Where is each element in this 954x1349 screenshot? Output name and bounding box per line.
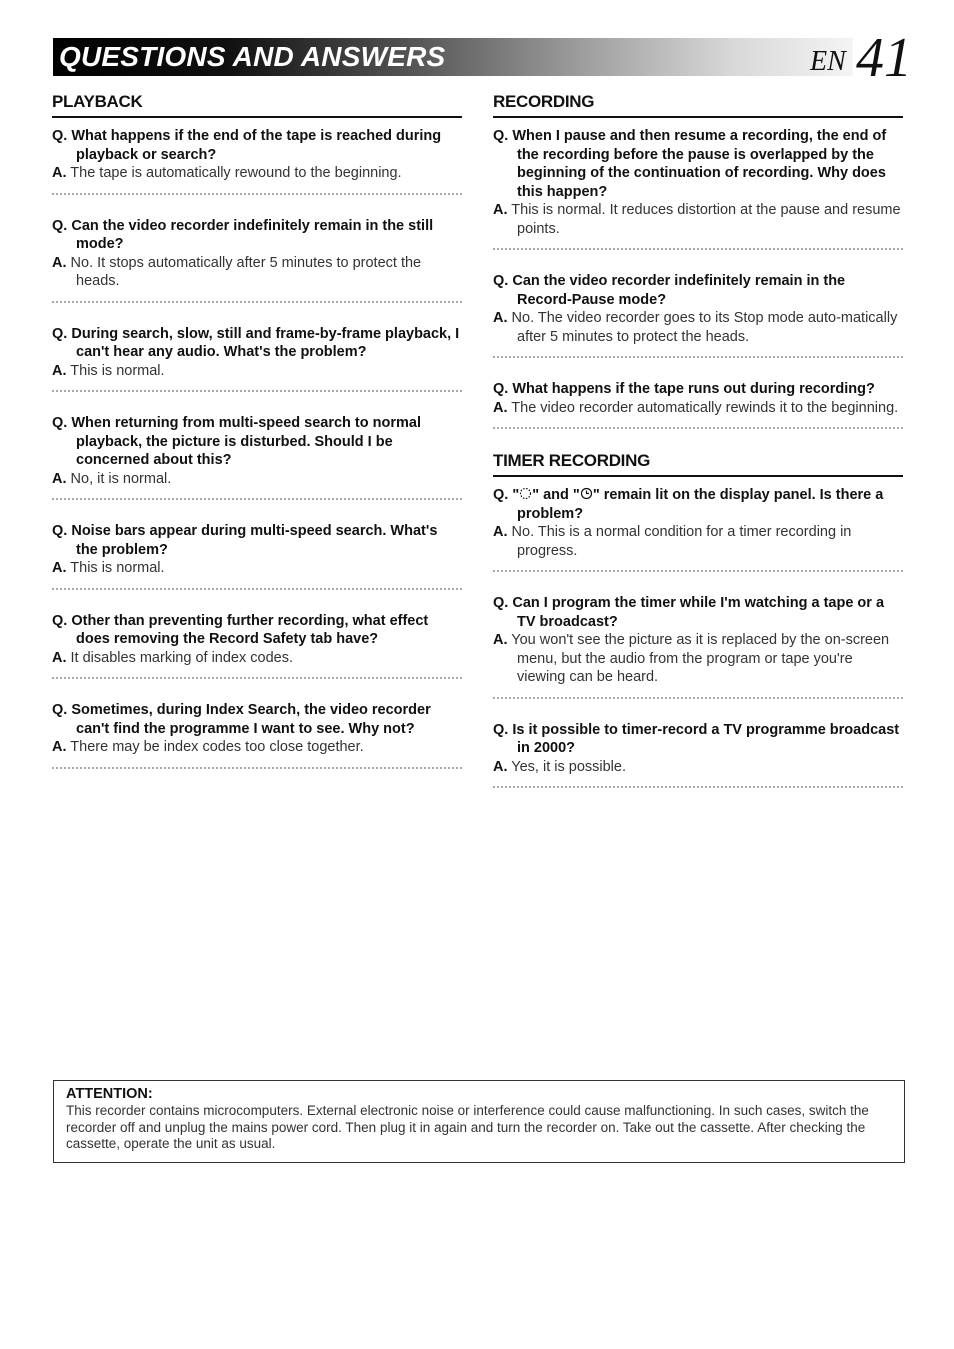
dotted-divider	[493, 417, 903, 429]
question: Q. Can the video recorder indefinitely remain in the Record-Pause mode?	[493, 273, 846, 308]
question: Q. When returning from multi-speed search to normal playback, the picture is disturbed. Should I be concerned about this?	[52, 415, 421, 468]
dotted-divider	[52, 757, 462, 769]
qa-item	[493, 594, 903, 699]
qa-item	[52, 522, 462, 590]
right-column	[493, 92, 903, 810]
dotted-divider	[493, 238, 903, 250]
answer: A. This is normal. It reduces distortion at the pause and resume points.	[493, 202, 901, 237]
question: Q. " " and " " remain lit on the display panel. Is there a problem?	[493, 487, 884, 522]
qa-item	[493, 486, 903, 572]
language-code: EN	[810, 46, 846, 77]
dotted-divider	[52, 578, 462, 590]
qa-item	[493, 380, 903, 429]
dotted-divider	[52, 667, 462, 679]
dotted-divider	[52, 291, 462, 303]
question: Q. What happens if the tape runs out during recording?	[493, 381, 875, 397]
dotted-divider	[493, 776, 903, 788]
qa-item	[52, 217, 462, 303]
dotted-divider	[52, 488, 462, 500]
question: Q. When I pause and then resume a recording, the end of the recording before the pause is overlapped by the beginning of the continuation of recording. Why does this happen?	[493, 128, 887, 200]
attention-box	[53, 1080, 905, 1163]
answer: A. No. This is a normal condition for a timer recording in progress.	[493, 524, 852, 559]
dotted-divider	[52, 380, 462, 392]
question: Q. Can I program the timer while I'm watching a tape or a TV broadcast?	[493, 595, 885, 630]
page-number: 41	[856, 27, 912, 89]
qa-item	[493, 721, 903, 789]
question: Q. Other than preventing further recording, what effect does removing the Record Safety tab have?	[52, 612, 429, 647]
answer: A. No. It stops automatically after 5 minutes to protect the heads.	[52, 254, 422, 289]
answer: A. It disables marking of index codes.	[52, 649, 293, 666]
qa-item	[52, 325, 462, 393]
page-title: QUESTIONS AND ANSWERS	[59, 41, 446, 72]
section-title-playback: PLAYBACK	[52, 92, 462, 118]
dotted-divider	[493, 346, 903, 358]
qa-item	[493, 127, 903, 250]
question: Q. Is it possible to timer-record a TV programme broadcast in 2000?	[493, 721, 900, 756]
recording-section	[493, 92, 903, 429]
timer-clock-icon	[580, 487, 593, 500]
answer: A. Yes, it is possible.	[493, 758, 626, 775]
dotted-divider	[493, 560, 903, 572]
answer: A. This is normal.	[52, 560, 165, 576]
qa-item	[52, 414, 462, 500]
broadcast-indicator-icon	[519, 487, 532, 500]
attention-text: This recorder contains microcomputers. External electronic noise or interference could cause malfunctioning. In such cases, switch the recorder off and unplug the mains power cord. Then plug it in again and turn the recorder on. Take out the cassette. After checking the cassette, operate the unit as usual.	[66, 1103, 869, 1151]
dotted-divider	[52, 183, 462, 195]
dotted-divider	[493, 687, 903, 699]
answer: A. The video recorder automatically rewinds it to the beginning.	[493, 399, 899, 416]
answer: A. There may be index codes too close together.	[52, 739, 364, 755]
page-header	[53, 27, 913, 89]
answer: A. The tape is automatically rewound to the beginning.	[52, 165, 402, 181]
playback-section	[52, 92, 462, 769]
section-title-timer-recording: TIMER RECORDING	[493, 451, 903, 477]
question: Q. Noise bars appear during multi-speed search. What's the problem?	[52, 523, 438, 558]
attention-title: ATTENTION:	[66, 1086, 153, 1102]
question: Q. During search, slow, still and frame-by-frame playback, I can't hear any audio. What's the problem?	[52, 325, 460, 360]
left-column	[52, 92, 462, 791]
header-bar	[53, 38, 853, 76]
qa-item	[52, 701, 462, 769]
timer-recording-section	[493, 451, 903, 788]
answer: A. No, it is normal.	[52, 470, 172, 487]
qa-item	[52, 127, 462, 195]
question: Q. Sometimes, during Index Search, the video recorder can't find the programme I want to see. Why not?	[52, 702, 431, 737]
question: Q. Can the video recorder indefinitely remain in the still mode?	[52, 217, 434, 252]
answer: A. You won't see the picture as it is replaced by the on-screen menu, but the audio from the program or tape you're viewing can be heard.	[493, 632, 890, 685]
question: Q. What happens if the end of the tape is reached during playback or search?	[52, 128, 442, 163]
section-title-recording: RECORDING	[493, 92, 903, 118]
answer: A. No. The video recorder goes to its Stop mode auto-matically after 5 minutes to protect the heads.	[493, 310, 898, 345]
answer: A. This is normal.	[52, 362, 165, 379]
qa-item	[52, 612, 462, 680]
qa-item	[493, 272, 903, 358]
